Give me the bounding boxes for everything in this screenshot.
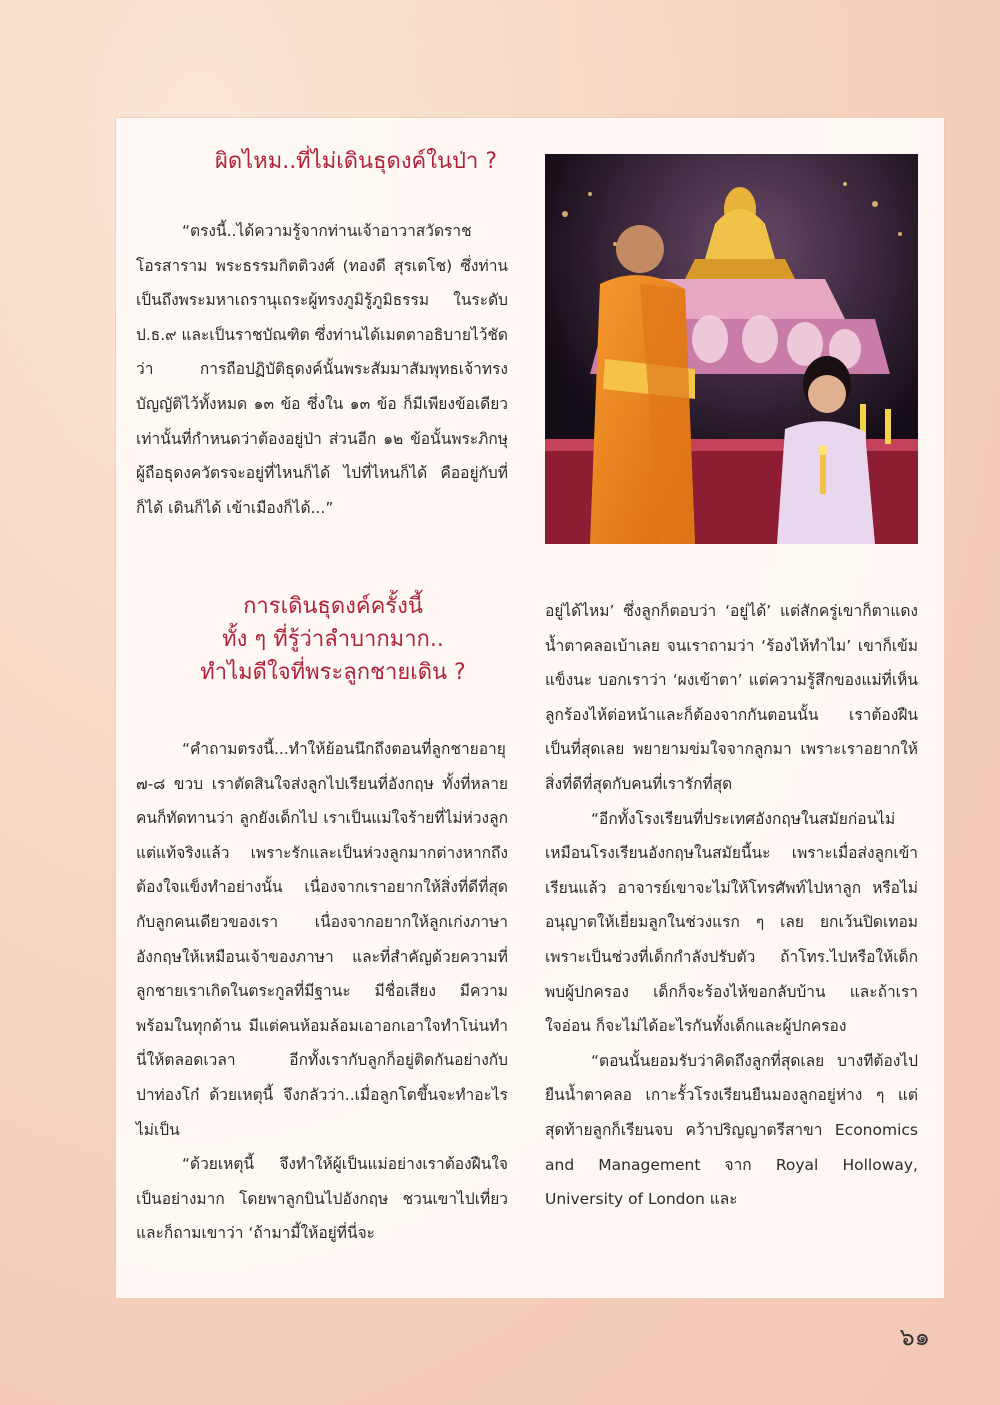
paragraph: “อีกทั้งโรงเรียนที่ประเทศอังกฤษในสมัยก่อนไม่เหมือนโรงเรียนอังกฤษในสมัยนี้นะ เพราะเมื่อส่งลูกเข้าเรียนแล้ว อาจารย์เขาจะไม่ให้โทรศัพท์ไปหาลูก หรือไม่อนุญาตให้เยี่ยมลูกในช่วงแรก ๆ เลย ยกเว้นปิดเทอม เพราะเป็นช่วงที่เด็กกำลังปรับตัว ถ้าโทร.ไปหรือให้เด็กพบผู้ปกครอง เด็กก็จะร้องไห้ขอกลับบ้าน และถ้าเราใจอ่อน ก็จะไม่ได้อะไรกันทั้งเด็กและผู้ปกครอง	[545, 809, 918, 1036]
paragraph: “ตอนนั้นยอมรับว่าคิดถึงลูกที่สุดเลย บางทีต้องไปยืนน้ำตาคลอ เกาะรั้วโรงเรียนยืนมองลูกอยู่ห่าง ๆ แต่สุดท้ายลูกก็เรียนจบ คว้าปริญญาตรีสาขา Economics and Management จาก Royal Holloway, University of London และ	[545, 1051, 918, 1209]
left-column-bottom	[136, 732, 508, 1251]
paragraph: “คำถามตรงนี้...ทำให้ย้อนนึกถึงตอนที่ลูกชายอายุ ๗-๘ ขวบ เราตัดสินใจส่งลูกไปเรียนที่อังกฤษ ทั้งที่หลายคนก็ทัดทานว่า ลูกยังเด็กไป เราเป็นแม่ใจร้ายที่ไม่ห่วงลูก แต่แท้จริงแล้ว เพราะรักและเป็นห่วงลูกมากต่างหากถึงต้องใจแข็งทำอย่างนั้น เนื่องจากเราอยากให้สิ่งที่ดีที่สุดกับลูกคนเดียวของเรา เนื่องจากอยากให้ลูกเก่งภาษาอังกฤษให้เหมือนเจ้าของภาษา และที่สำคัญด้วยความที่ลูกชายเราเกิดในตระกูลที่มีฐานะ มีชื่อเสียง มีความพร้อมในทุกด้าน มีแต่คนห้อมล้อมเอาอกเอาใจทำโน่นทำนี่ให้ตลอดเวลา อีกทั้งเรากับลูกก็อยู่ติดกันอย่างกับปาท่องโก๋ ด้วยเหตุนี้ จึงกลัวว่า..เมื่อลูกโตขึ้นจะทำอะไรไม่เป็น	[136, 740, 508, 1139]
paragraph: “ตรงนี้..ได้ความรู้จากท่านเจ้าอาวาสวัดราชโอรสาราม พระธรรมกิตติวงศ์ (ทองดี สุรเตโช) ซึ่งท่านเป็นถึงพระมหาเถรานุเถระผู้ทรงภูมิรู้ภูมิธรรม ในระดับ ป.ธ.๙ และเป็นราชบัณฑิต ซึ่งท่านได้เมตตาอธิบายไว้ชัดว่า การถือปฏิบัติธุดงค์นั้นพระสัมมาสัมพุทธเจ้าทรงบัญญัติไว้ทั้งหมด ๑๓ ข้อ ซึ่งใน ๑๓ ข้อ ก็มีเพียงข้อเดียวเท่านั้นที่กำหนดว่าต้องอยู่ป่า ส่วนอีก ๑๒ ข้อนั้นพระภิกษุผู้ถือธุดงควัตรจะอยู่ที่ไหนก็ได้ ไปที่ไหนก็ได้ คืออยู่กับที่ก็ได้ เดินก็ได้ เข้าเมืองก็ได้...”	[136, 222, 508, 517]
page-number: ๖๑	[899, 1323, 930, 1351]
section-heading-2	[148, 590, 518, 689]
section-heading-1: ผิดไหม..ที่ไม่เดินธุดงค์ในป่า ?	[214, 149, 498, 174]
right-column	[545, 594, 918, 1217]
paragraph: “ด้วยเหตุนี้ จึงทำให้ผู้เป็นแม่อย่างเราต้องฝืนใจเป็นอย่างมาก โดยพาลูกบินไปอังกฤษ ชวนเขาไปเที่ยวและก็ถามเขาว่า ‘ถ้ามามี้ให้อยู่ที่นี่จะ	[136, 1155, 508, 1243]
paragraph: อยู่ได้ไหม’ ซึ่งลูกก็ตอบว่า ‘อยู่ได้’ แต่สักครู่เขาก็ตาแดงน้ำตาคลอเบ้าเลย จนเราถามว่า ‘ร้องไห้ทำไม’ เขาก็เข้มแข็งนะ บอกเราว่า ‘ผงเข้าตา’ แต่ความรู้สึกของแม่ที่เห็นลูกร้องไห้ต่อหน้าและก็ต้องจากกันตอนนั้น เราต้องฝืนเป็นที่สุดเลย พยายามข่มใจจากลูกมา เพราะเราอยากให้สิ่งที่ดีที่สุดกับคนที่เรารักที่สุด	[545, 602, 918, 793]
photo-monk-and-mother	[545, 154, 918, 544]
heading-line: การเดินธุดงค์ครั้งนี้	[243, 594, 423, 619]
photo-illustration	[545, 154, 918, 544]
heading-line: ทั้ง ๆ ที่รู้ว่าลำบากมาก..	[222, 627, 444, 652]
heading-line: ทำไมดีใจที่พระลูกชายเดิน ?	[200, 660, 466, 685]
left-column-top	[136, 214, 508, 525]
